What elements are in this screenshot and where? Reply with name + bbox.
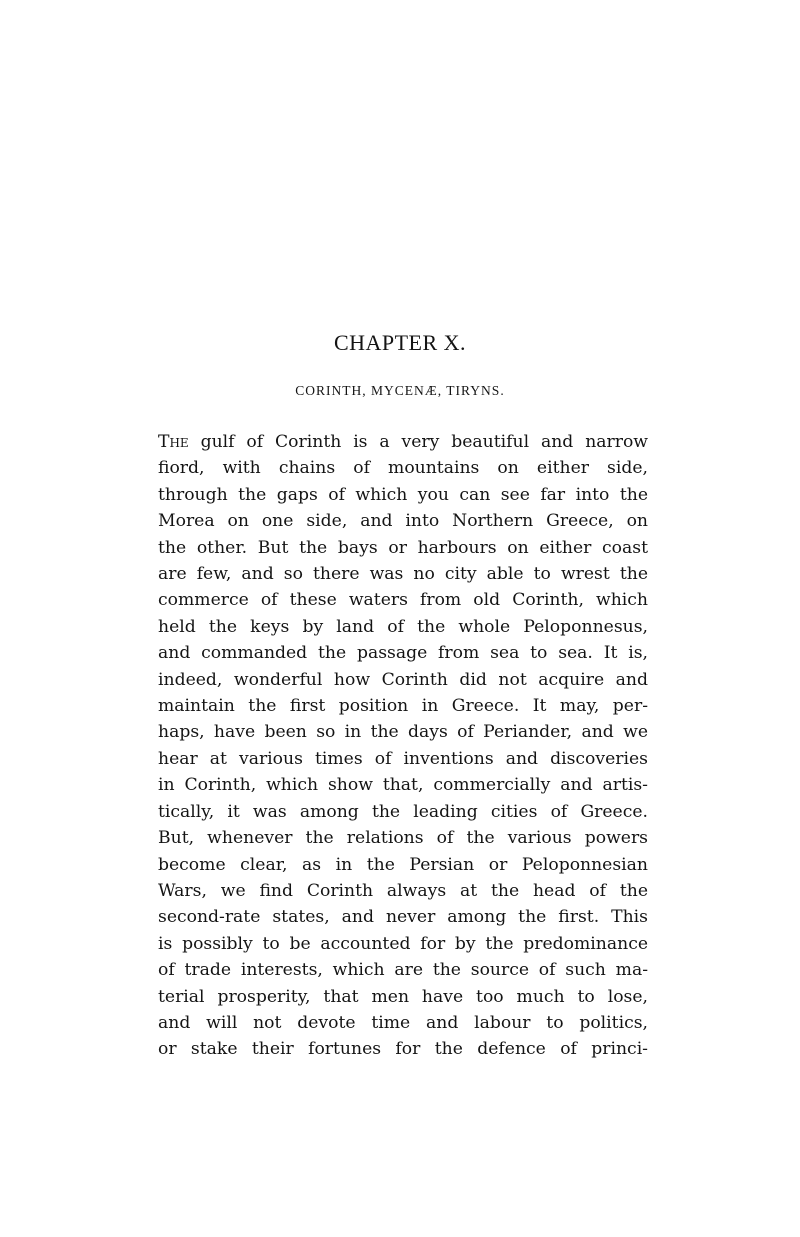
text-line: and will not devote time and labour to politics,: [158, 1012, 648, 1033]
chapter-title: CHAPTER X.: [333, 330, 467, 355]
text-line: haps, have been so in the days of Periander, and we: [158, 722, 648, 743]
text-line: second-rate states, and never among the first. This: [158, 907, 648, 928]
text-line: or stake their fortunes for the defence of princi-: [158, 1039, 648, 1060]
text-line: of trade interests, which are the source of such ma-: [158, 960, 648, 981]
text-line: is possibly to be accounted for by the predominance: [158, 933, 648, 954]
text-line: through the gaps of which you can see far into the: [158, 484, 648, 505]
text-line: the other. But the bays or harbours on either coast: [158, 537, 648, 558]
text-line: Wars, we find Corinth always at the head of the: [158, 880, 648, 901]
text-line: [158, 429, 648, 455]
text-line: Morea on one side, and into Northern Greece, on: [158, 511, 648, 532]
drop-word: The: [158, 432, 189, 452]
text-line: terial prosperity, that men have too much to lose,: [158, 986, 648, 1007]
text-line: are few, and so there was no city able to wrest the: [158, 564, 648, 585]
text-line-content: gulf of Corinth is a very beautiful and narrow: [188, 432, 648, 452]
text-line: hear at various times of inventions and discoveries: [158, 748, 648, 769]
text-line: indeed, wonderful how Corinth did not acquire and: [158, 669, 648, 690]
text-line: in Corinth, which show that, commercially and artis-: [158, 775, 648, 796]
text-line: But, whenever the relations of the various powers: [158, 828, 648, 849]
text-line: and commanded the passage from sea to sea. It is,: [158, 643, 648, 664]
text-line: tically, it was among the leading cities of Greece.: [158, 801, 648, 822]
body-paragraph: [158, 429, 648, 1063]
text-line: held the keys by land of the whole Peloponnesus,: [158, 616, 648, 637]
text-line: commerce of these waters from old Corinth, which: [158, 590, 648, 611]
chapter-subtitle: CORINTH, MYCENÆ, TIRYNS.: [295, 383, 505, 398]
text-line: maintain the first position in Greece. It may, per-: [158, 696, 648, 717]
text-line: fiord, with chains of mountains on either side,: [158, 458, 648, 479]
text-line: become clear, as in the Persian or Peloponnesian: [158, 854, 648, 875]
